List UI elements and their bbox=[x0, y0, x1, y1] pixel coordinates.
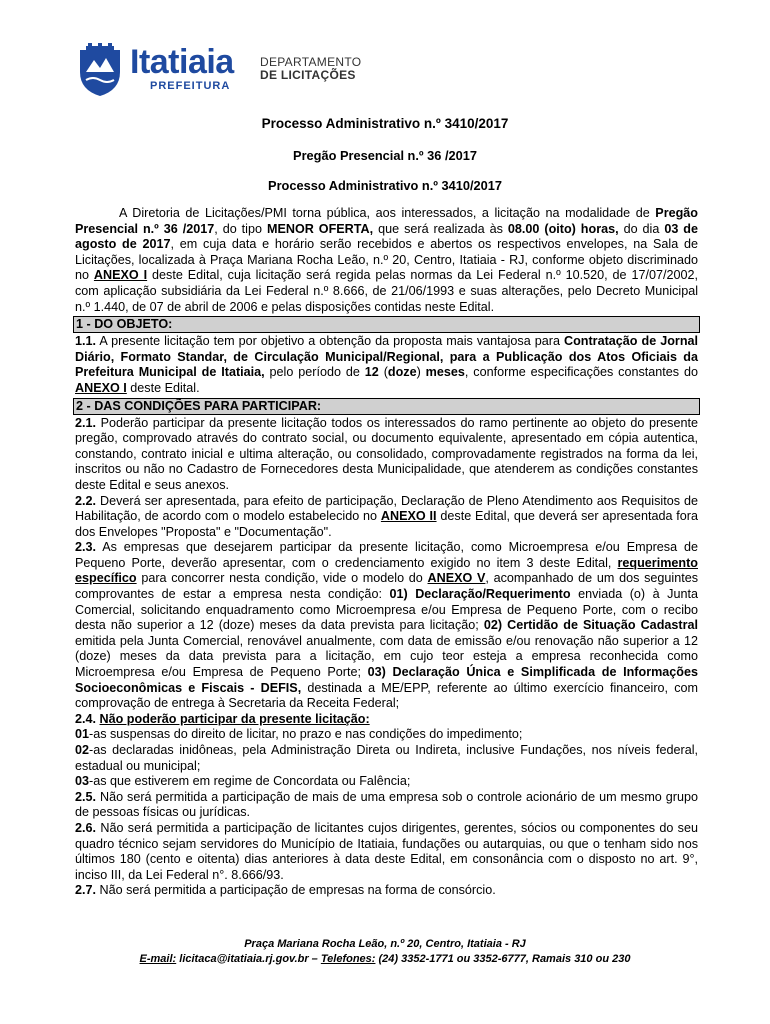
clause-2-6: 2.6. Não será permitida a participação de licitantes cujos dirigentes, gerentes, sócios ou componentes do seu quadro técnico sejam servidores do Município de Itatiaia, fundações ou autarquias, ou que o tenham sido nos últimos 180 (cento e oitenta) dias anteriores à data deste Edital, em consonância com o disposto no art. 9°, inciso III, da Lei Federal n°. 8.666/93. bbox=[75, 820, 698, 882]
section-heading-objeto: 1 - DO OBJETO: bbox=[73, 316, 700, 333]
department-line-1: DEPARTAMENTO bbox=[260, 55, 362, 69]
pregao-title: Pregão Presencial n.º 36 /2017 bbox=[293, 148, 477, 163]
clause-2-4: 2.4. Não poderão participar da presente licitação: bbox=[75, 711, 370, 726]
clause-2-7: 2.7. Não será permitida a participação de empresas na forma de consórcio. bbox=[75, 883, 496, 898]
document-title: Processo Administrativo n.º 3410/2017 bbox=[261, 116, 509, 131]
process-subtitle: Processo Administrativo n.º 3410/2017 bbox=[268, 178, 502, 193]
footer-contacts bbox=[0, 952, 770, 967]
list-item: 03-as que estiverem em regime de Concordata ou Falência; bbox=[75, 774, 411, 789]
department-name bbox=[260, 56, 361, 82]
department-line-2: DE LICITAÇÕES bbox=[260, 68, 356, 82]
phone-numbers: (24) 3352-1771 ou 3352-6777, Ramais 310 ou 230 bbox=[375, 953, 631, 965]
section-heading-condicoes: 2 - DAS CONDIÇÕES PARA PARTICIPAR: bbox=[73, 398, 700, 415]
city-crest-icon bbox=[72, 42, 128, 98]
clause-2-2: 2.2. Deverá ser apresentada, para efeito de participação, Declaração de Pleno Atendimento aos Requisitos de Habilitação, de acordo com o modelo estabelecido no ANEXO II deste Edital, que deverá ser apresentada fora dos Envelopes "Proposta" e "Documentação". bbox=[75, 493, 698, 539]
letterhead bbox=[72, 42, 392, 98]
brand-name: Itatiaia bbox=[130, 43, 234, 81]
footer-address: Praça Mariana Rocha Leão, n.º 20, Centro, Itatiaia - RJ bbox=[244, 938, 526, 950]
email-address: licitaca@itatiaia.rj.gov.br – bbox=[176, 953, 321, 965]
clause-2-5: 2.5. Não será permitida a participação de mais de uma empresa sob o controle acionário de um mesmo grupo de pessoas físicas ou jurídicas. bbox=[75, 789, 698, 820]
clause-2-3: 2.3. As empresas que desejarem participar da presente licitação, como Microempresa e/ou Empresa de Pequeno Porte, deverão apresentar, com o credenciamento exigido no item 3 deste Edital, requerimento específico para concorrer nesta condição, vide o modelo do ANEXO V, acompanhado de um dos seguintes comprovantes de estar a empresa nesta condição: 01) Declaração/Requerimento enviada (o) à Junta Comercial, solicitando enquadramento como Microempresa e/ou Empresa de Pequeno Porte, com o recibo desta não superior a 12 (doze) meses da data prevista para licitação; 02) Certidão de Situação Cadastral emitida pela Junta Comercial, renovável anualmente, com data de emissão e/ou renovação não superior a 12 (doze) meses da data prevista para a licitação, em cujo teor esteja a empresa reconhecida como Microempresa e/ou Empresa de Pequeno Porte; 03) Declaração Única e Simplificada de Informações Socioeconômicas e Fiscais - DEFIS, destinada a ME/EPP, referente ao último exercício financeiro, com comprovação de entrega à Secretaria da Receita Federal; bbox=[75, 540, 698, 711]
list-item: 02-as declaradas inidôneas, pela Administração Direta ou Indireta, inclusive Fundações, nos níveis federal, estadual ou municipal; bbox=[75, 743, 698, 773]
clause-2-1: 2.1. Poderão participar da presente licitação todos os interessados do ramo pertinente ao objeto do presente pregão, comprovado através do contrato social, ou documento equivalente, apresentado em cópia autentica, constando, contrato inicial e ultima alteração, ou consolidado, comprovadamente registrados na forma da lei, inscritos ou não no Cadastro de Fornecedores desta Municipalidade, que atenderem as condições constantes deste Edital e seus anexos. bbox=[75, 415, 698, 492]
email-label: E-mail: bbox=[139, 953, 177, 965]
list-item: 01-as suspensas do direito de licitar, no prazo e nas condições do impedimento; bbox=[75, 727, 523, 742]
footer bbox=[0, 937, 770, 967]
brand-subtitle: PREFEITURA bbox=[150, 80, 231, 92]
document-body bbox=[75, 206, 698, 899]
clause-1-1: 1.1. A presente licitação tem por objetivo a obtenção da proposta mais vantajosa para Contratação de Jornal Diário, Formato Standar, de Circulação Municipal/Regional, para a Publicação dos Atos Oficiais da Prefeitura Municipal de Itatiaia, pelo período de 12 (doze) meses, conforme especificações constantes do ANEXO I deste Edital. bbox=[75, 334, 699, 395]
phone-label: Telefones: bbox=[320, 953, 376, 965]
intro-paragraph: A Diretoria de Licitações/PMI torna pública, aos interessados, a licitação na modalidade de Pregão Presencial n.º 36 /2017, do tipo MENOR OFERTA, que será realizada às 08.00 (oito) horas, do dia 03 de agosto de 2017, em cuja data e horário serão recebidos e abertos os respectivos envelopes, na Sala de Licitações, localizada à Praça Mariana Rocha Leão, n.º 20, Centro, Itatiaia - RJ, conforme objeto discriminado no ANEXO I deste Edital, cuja licitação será regida pelas normas da Lei Federal n.º 10.520, de 17/07/2002, com aplicação subsidiária da Lei Federal n.º 8.666, de 21/06/1993 e suas alterações, pelo Decreto Municipal n.º 1.440, de 07 de abril de 2006 e pelas disposições contidas neste Edital. bbox=[75, 206, 698, 314]
